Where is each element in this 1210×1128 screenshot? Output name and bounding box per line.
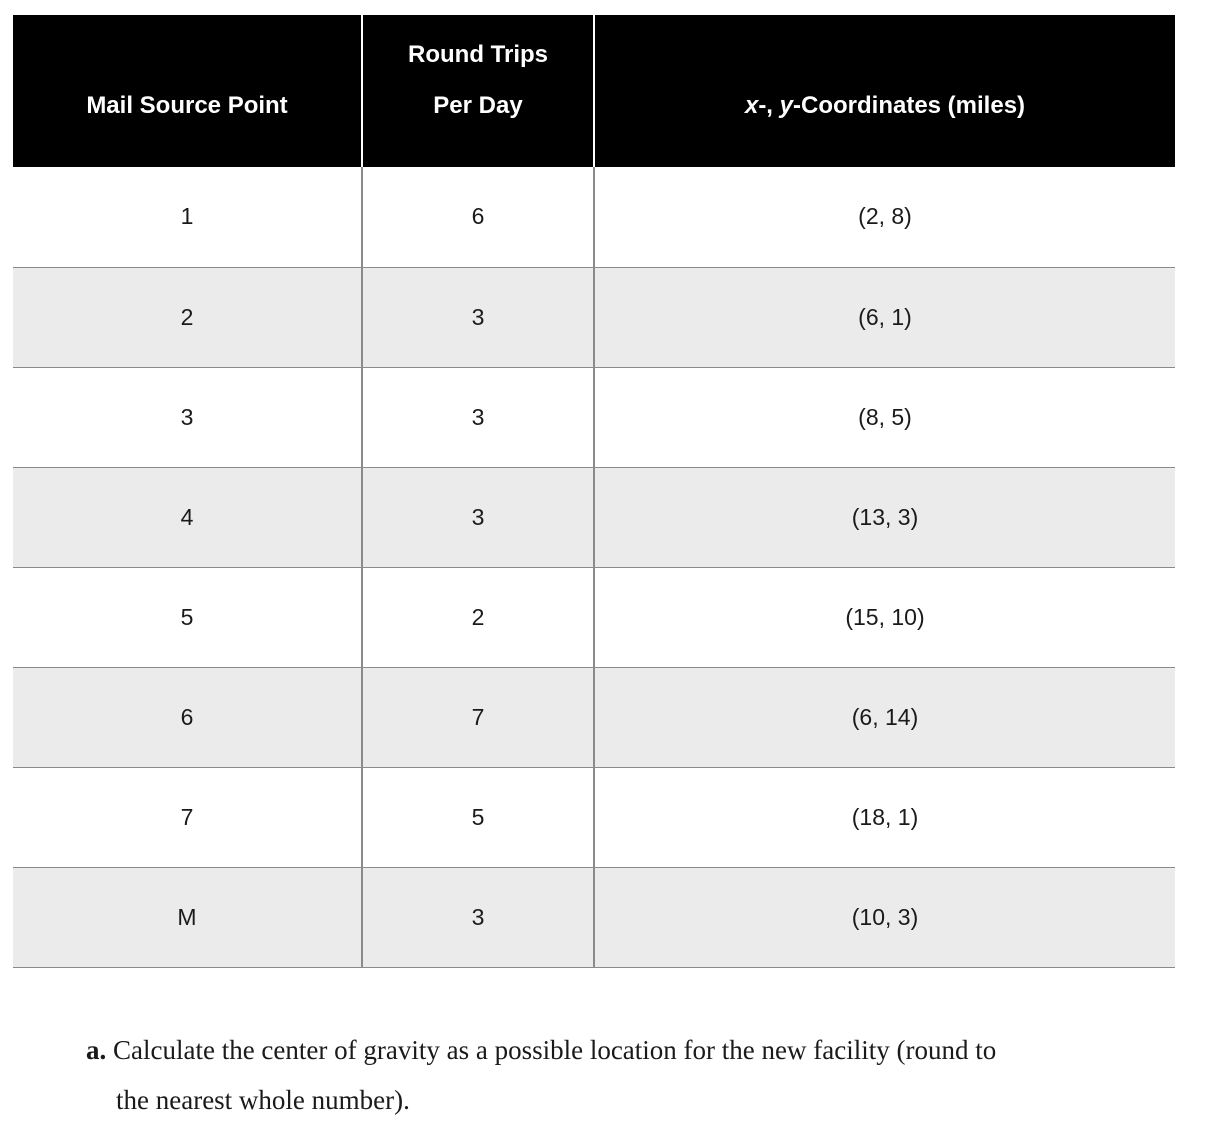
cell-trips: 3 <box>362 367 594 467</box>
cell-trips: 3 <box>362 867 594 967</box>
cell-point: 6 <box>13 667 362 767</box>
header-coord-suffix: -Coordinates (miles) <box>793 92 1026 119</box>
cell-point: 4 <box>13 467 362 567</box>
table-row <box>13 567 1175 667</box>
table-header-row <box>13 15 1175 167</box>
header-x-label: x <box>744 92 759 119</box>
cell-point: 2 <box>13 267 362 367</box>
cell-coords: (15, 10) <box>594 567 1175 667</box>
table-row <box>13 467 1175 567</box>
question-label: a. <box>86 1035 107 1065</box>
cell-coords: (18, 1) <box>594 767 1175 867</box>
cell-trips: 3 <box>362 267 594 367</box>
question-line-1: Calculate the center of gravity as a possible location for the new facility (round to <box>113 1035 997 1065</box>
header-round-trips: Round Trips Per Day <box>362 15 594 167</box>
cell-trips: 7 <box>362 667 594 767</box>
cell-trips: 2 <box>362 567 594 667</box>
cell-coords: (13, 3) <box>594 467 1175 567</box>
cell-coords: (10, 3) <box>594 867 1175 967</box>
header-mail-source-point: Mail Source Point <box>13 15 362 167</box>
table-row <box>13 267 1175 367</box>
cell-coords: (2, 8) <box>594 167 1175 267</box>
table-row <box>13 767 1175 867</box>
header-coord-separator: -, <box>758 92 780 119</box>
cell-point: 7 <box>13 767 362 867</box>
cell-coords: (6, 14) <box>594 667 1175 767</box>
cell-point: 5 <box>13 567 362 667</box>
cell-trips: 5 <box>362 767 594 867</box>
cell-trips: 6 <box>362 167 594 267</box>
header-coordinates <box>594 15 1175 167</box>
cell-point: 1 <box>13 167 362 267</box>
cell-point: 3 <box>13 367 362 467</box>
header-y-label: y <box>779 92 793 119</box>
cell-coords: (8, 5) <box>594 367 1175 467</box>
question-a <box>86 1025 1186 1125</box>
question-line-2: the nearest whole number). <box>116 1085 410 1115</box>
table-row <box>13 667 1175 767</box>
cell-coords: (6, 1) <box>594 267 1175 367</box>
table-row <box>13 867 1175 967</box>
table-row <box>13 167 1175 267</box>
cell-point: M <box>13 867 362 967</box>
table-row <box>13 367 1175 467</box>
cell-trips: 3 <box>362 467 594 567</box>
mail-source-table <box>13 15 1175 968</box>
